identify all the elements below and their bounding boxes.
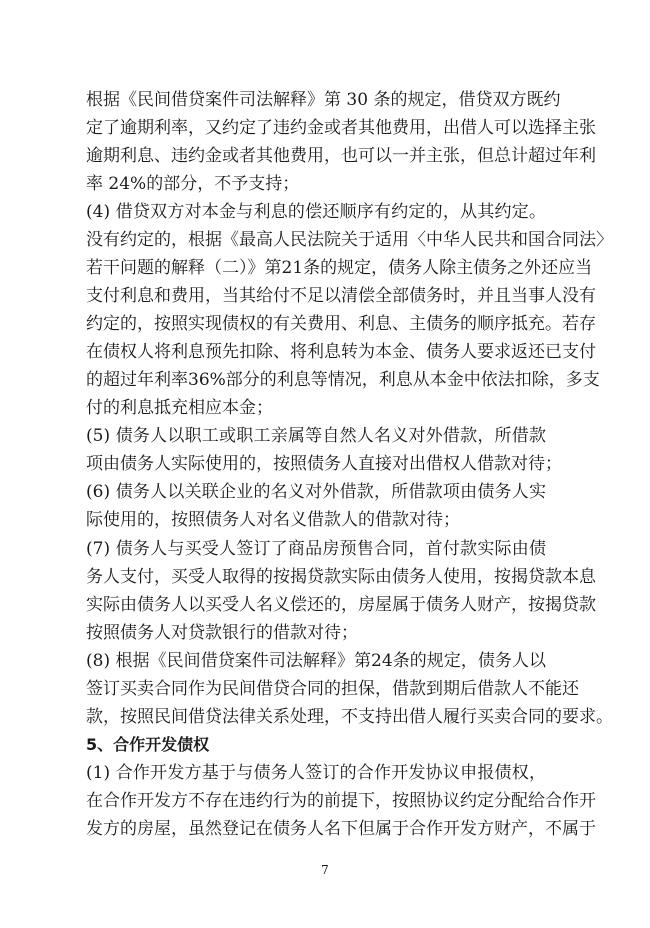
text-line: 支付利息和费用，当其给付不足以清偿全部债务时，并且当事人没有	[86, 286, 596, 306]
text-line: 逾期利息、违约金或者其他费用，也可以一并主张，但总计超过年利	[86, 146, 596, 166]
text-line: 项由债务人实际使用的，按照债务人直接对出借权人借款对待；	[86, 454, 562, 474]
text-line: 签订买卖合同作为民间借贷合同的担保，借款到期后借款人不能还	[86, 679, 579, 699]
page-number: 7	[321, 863, 329, 877]
text-line: (8) 根据《民间借贷案件司法解释》第24条的规定，债务人以	[86, 651, 546, 671]
text-line: (6) 债务人以关联企业的名义对外借款，所借款项由债务人实	[86, 482, 546, 502]
text-line: 约定的，按照实现债权的有关费用、利息、主债务的顺序抵充。若存	[86, 314, 596, 334]
text-line: 发方的房屋，虽然登记在债务人名下但属于合作开发方财产，不属于	[86, 819, 596, 839]
text-line: 实际由债务人以买受人名义偿还的，房屋属于债务人财产，按揭贷款	[86, 595, 596, 615]
text-line: 付的利息抵充相应本金；	[86, 398, 273, 418]
text-line: 按照债务人对贷款银行的借款对待；	[86, 623, 358, 643]
text-line: (4) 借贷双方对本金与利息的偿还顺序有约定的，从其约定。	[86, 202, 546, 222]
text-line: 款，按照民间借贷法律关系处理，不支持出借人履行买卖合同的要求。	[86, 707, 613, 727]
text-line: 定了逾期利率，又约定了违约金或者其他费用，出借人可以选择主张	[86, 118, 596, 138]
text-line: 根据《民间借贷案件司法解释》第 30 条的规定，借贷双方既约	[86, 90, 561, 110]
text-line: (1) 合作开发方基于与债务人签订的合作开发协议申报债权，	[86, 763, 546, 783]
text-line: 务人支付，买受人取得的按揭贷款实际由债务人使用，按揭贷款本息	[86, 567, 596, 587]
text-line: 际使用的，按照债务人对名义借款人的借款对待；	[86, 510, 460, 530]
section-heading: 5、合作开发债权	[86, 735, 210, 754]
text-line: 没有约定的，根据《最高人民法院关于适用〈中华人民共和国合同法〉	[86, 230, 613, 250]
text-line: 率 24%的部分，不予支持；	[86, 174, 300, 194]
text-line: 的超过年利率36%部分的利息等情况，利息从本金中依法扣除，多支	[86, 370, 600, 390]
text-line: (5) 债务人以职工或职工亲属等自然人名义对外借款，所借款	[86, 426, 546, 446]
text-line: 若干问题的解释（二）》第21条的规定，债务人除主债务之外还应当	[86, 258, 593, 278]
text-line: (7) 债务人与买受人签订了商品房预售合同，首付款实际由债	[86, 539, 546, 559]
text-line: 在债权人将利息预先扣除、将利息转为本金、债务人要求返还已支付	[86, 342, 596, 362]
text-line: 在合作开发方不存在违约行为的前提下，按照协议约定分配给合作开	[86, 791, 596, 811]
